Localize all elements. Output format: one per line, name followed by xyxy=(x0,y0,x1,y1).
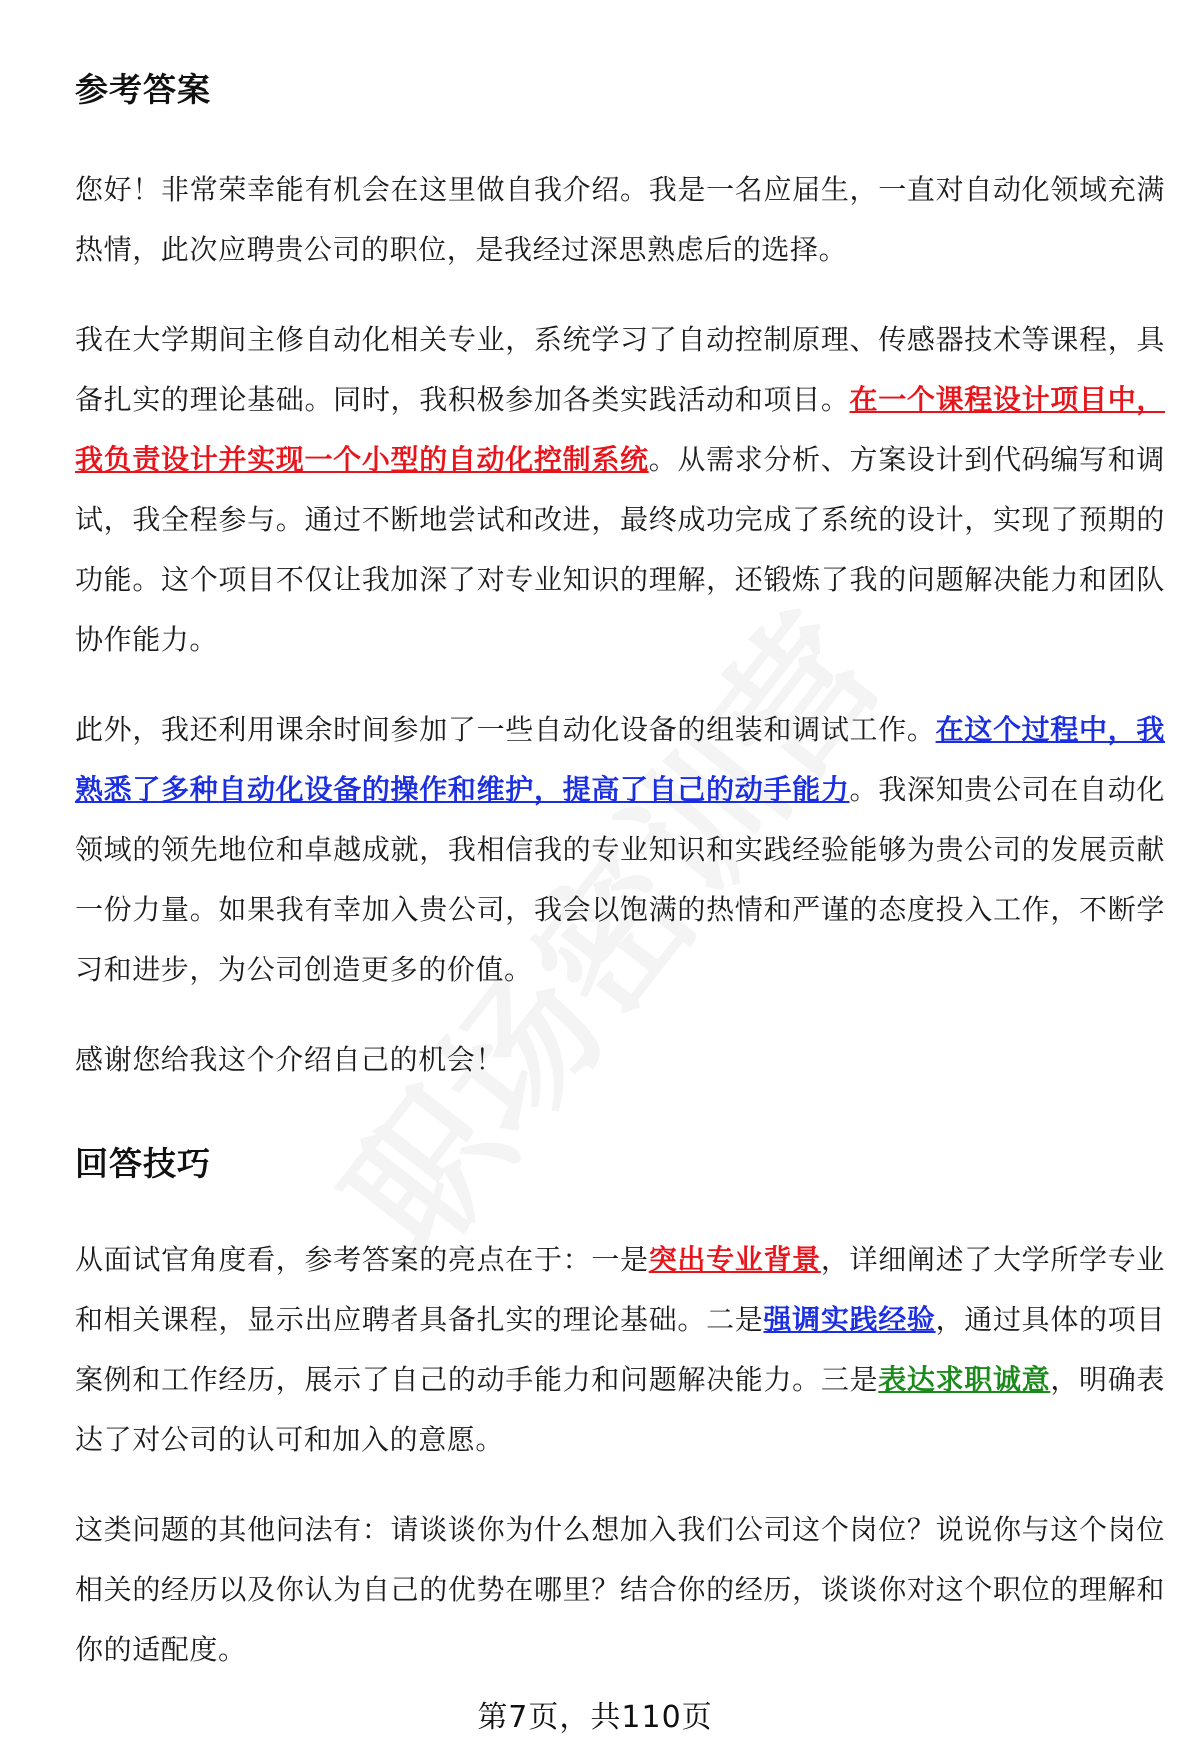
answer-paragraph-4: 感谢您给我这个介绍自己的机会！ xyxy=(75,1043,505,1076)
tips-paragraph-1 xyxy=(75,1230,1165,1470)
section-heading-answer: 参考答案 xyxy=(75,70,211,109)
highlight-green: 表达求职诚意 xyxy=(878,1363,1051,1396)
page-number: 第7页，共110页 xyxy=(477,1700,713,1735)
paragraph-text: 此外，我还利用课余时间参加了一些自动化设备的组装和调试工作。 xyxy=(75,713,936,746)
paragraph-text: 。我深知贵公司在自动化领域的领先地位和卓越成就，我相信我的专业知识和实践经验能够为贵公司的发展贡献一份力量。如果我有幸加入贵公司，我会以饱满的热情和严谨的态度投入工作，不断学习和进步，为公司创造更多的价值。 xyxy=(75,773,1165,986)
paragraph-text: ，详细阐述了大学所学专业和相关课程，显示出应聘者具备扎实的理论基础。二是 xyxy=(75,1243,1165,1336)
highlight-red: 突出专业背景 xyxy=(648,1243,821,1276)
answer-paragraph-1: 您好！非常荣幸能有机会在这里做自我介绍。我是一名应届生，一直对自动化领域充满热情，此次应聘贵公司的职位，是我经过深思熟虑后的选择。 xyxy=(75,173,1165,266)
answer-paragraph-2 xyxy=(75,310,1165,670)
section-heading-tips: 回答技巧 xyxy=(75,1144,211,1183)
paragraph-text: ，明确表达了对公司的认可和加入的意愿。 xyxy=(75,1363,1166,1456)
paragraph-text: 从面试官角度看，参考答案的亮点在于：一是 xyxy=(75,1243,649,1276)
highlight-blue: 在这个过程中，我熟悉了多种自动化设备的操作和维护，提高了自己的动手能力 xyxy=(75,713,1165,806)
paragraph-text: 我在大学期间主修自动化相关专业，系统学习了自动控制原理、传感器技术等课程，具备扎实的理论基础。同时，我积极参加各类实践活动和项目。 xyxy=(75,323,1165,416)
paragraph-text: ，通过具体的项目案例和工作经历，展示了自己的动手能力和问题解决能力。三是 xyxy=(75,1303,1165,1396)
highlight-red: 在一个课程设计项目中，我负责设计并实现一个小型的自动化控制系统 xyxy=(75,383,1165,476)
paragraph-text: 。从需求分析、方案设计到代码编写和调试，我全程参与。通过不断地尝试和改进，最终成功完成了系统的设计，实现了预期的功能。这个项目不仅让我加深了对专业知识的理解，还锻炼了我的问题解决能力和团队协作能力。 xyxy=(75,443,1165,656)
highlight-blue: 强调实践经验 xyxy=(763,1303,936,1336)
tips-paragraph-2: 这类问题的其他问法有：请谈谈你为什么想加入我们公司这个岗位？说说你与这个岗位相关的经历以及你认为自己的优势在哪里？结合你的经历，谈谈你对这个职位的理解和你的适配度。 xyxy=(75,1513,1165,1666)
answer-paragraph-3 xyxy=(75,700,1165,1000)
